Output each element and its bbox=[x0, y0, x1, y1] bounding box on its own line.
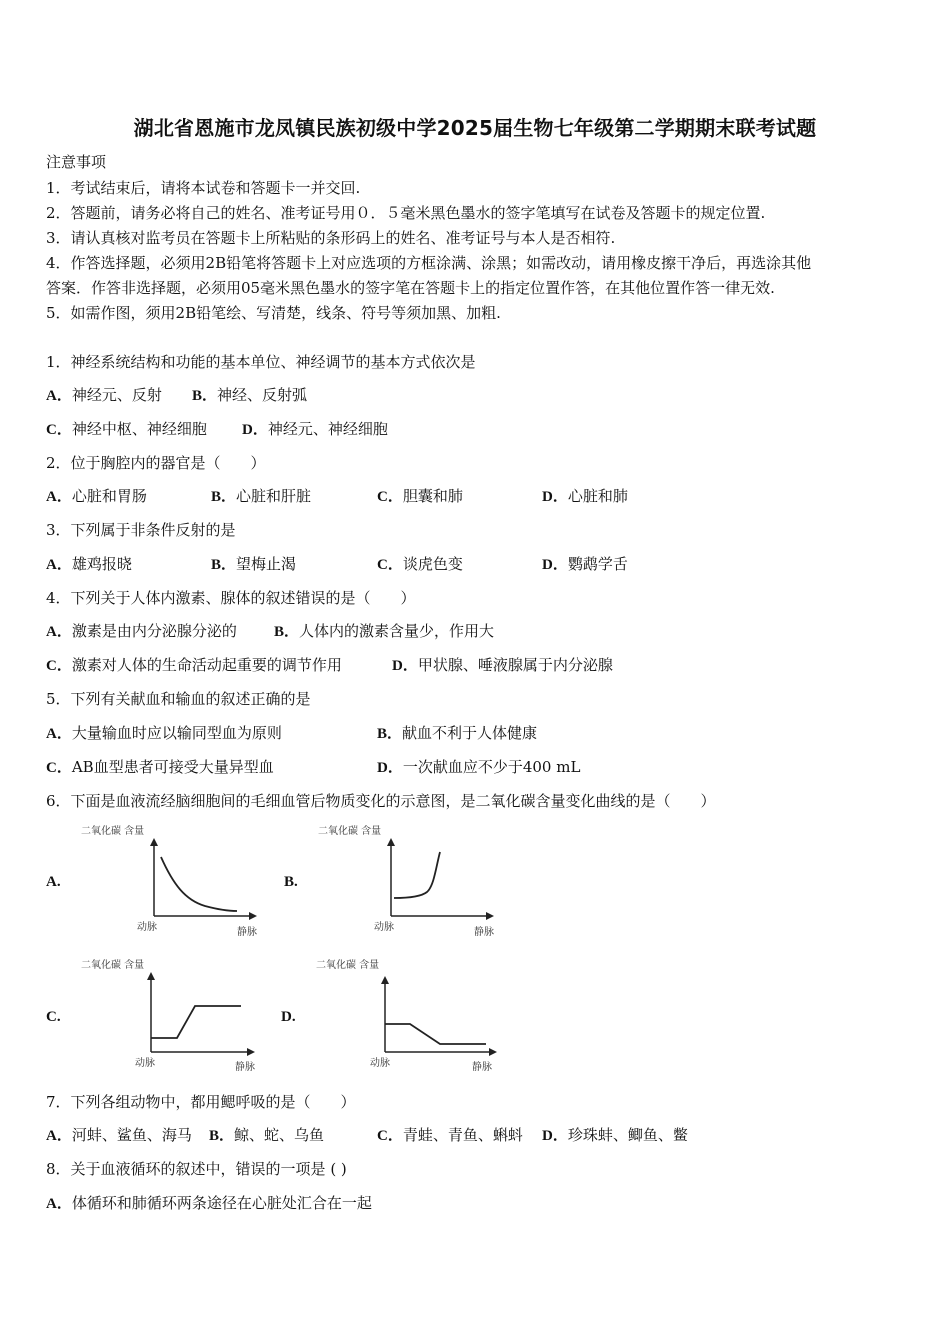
option-text: 甲状腺、唾液腺属于内分泌腺 bbox=[417, 656, 613, 674]
option-label: B． bbox=[192, 388, 218, 404]
option-text: 珍珠蚌、鲫鱼、鳖 bbox=[567, 1126, 688, 1144]
option-text: 心脏和胃肠 bbox=[71, 487, 147, 505]
question-2-stem: 2．位于胸腔内的器官是（ ） bbox=[46, 454, 266, 472]
graph-b-x-end: 静脉 bbox=[474, 927, 494, 938]
option-label: B． bbox=[377, 726, 403, 742]
graph-a-label: A. bbox=[46, 874, 61, 890]
graph-a-x-end: 静脉 bbox=[237, 927, 257, 938]
option-label: A． bbox=[46, 1128, 72, 1144]
option-label: C． bbox=[46, 658, 72, 674]
option-label: C． bbox=[46, 422, 72, 438]
graph-b-x-start: 动脉 bbox=[374, 922, 394, 933]
option-text: 心脏和肝脏 bbox=[236, 487, 312, 505]
notice-item-4-cont: 答案．作答非选择题，必须用05毫米黑色墨水的签字笔在答题卡上的指定位置作答，在其他位置作答一律无效. bbox=[46, 279, 775, 297]
graph-b bbox=[312, 822, 512, 942]
option-label: A． bbox=[46, 624, 72, 640]
option-text: 人体内的激素含量少，作用大 bbox=[299, 622, 495, 640]
q5-option-a bbox=[46, 723, 282, 744]
q1-option-b bbox=[192, 385, 307, 406]
notice-item-5: 5．如需作图，须用2B铅笔绘、写清楚，线条、符号等须加黑、加粗. bbox=[46, 304, 501, 322]
graph-a-x-start: 动脉 bbox=[137, 922, 157, 933]
option-label: B． bbox=[211, 489, 237, 505]
option-label: C． bbox=[46, 760, 72, 776]
q7-option-b bbox=[209, 1125, 324, 1146]
notice-item-4: 4．作答选择题，必须用2B铅笔将答题卡上对应选项的方框涂满、涂黑；如需改动，请用橡皮擦干净后，再选涂其他 bbox=[46, 254, 812, 272]
q3-option-a bbox=[46, 554, 132, 575]
option-text: 谈虎色变 bbox=[402, 555, 463, 573]
question-5-stem: 5．下列有关献血和输血的叙述正确的是 bbox=[46, 690, 311, 708]
q4-option-a bbox=[46, 621, 237, 642]
option-label: D． bbox=[392, 658, 418, 674]
q3-option-b bbox=[211, 554, 296, 575]
graph-a-curve bbox=[161, 857, 237, 911]
graph-d-ylabel: 二氧化碳 含量 bbox=[316, 960, 380, 971]
option-text: 体循环和肺循环两条途径在心脏处汇合在一起 bbox=[71, 1194, 372, 1212]
graph-a-x-arrow bbox=[249, 912, 257, 920]
graph-c-x-end: 静脉 bbox=[235, 1062, 255, 1073]
graph-a-y-arrow bbox=[150, 838, 158, 846]
q2-option-c bbox=[377, 486, 463, 507]
option-text: 神经中枢、神经细胞 bbox=[71, 420, 207, 438]
option-label: C． bbox=[377, 557, 403, 573]
option-label: B． bbox=[209, 1128, 235, 1144]
graph-c-x-start: 动脉 bbox=[135, 1058, 155, 1069]
option-text: 鹦鹉学舌 bbox=[567, 555, 628, 573]
q4-option-b bbox=[274, 621, 494, 642]
option-label: C． bbox=[377, 1128, 403, 1144]
option-label: A． bbox=[46, 489, 72, 505]
option-label: D． bbox=[542, 489, 568, 505]
option-text: 神经元、神经细胞 bbox=[267, 420, 388, 438]
option-text: 鲸、蛇、乌鱼 bbox=[234, 1126, 325, 1144]
question-4-stem: 4．下列关于人体内激素、腺体的叙述错误的是（ ） bbox=[46, 589, 416, 607]
graph-d bbox=[312, 956, 512, 1076]
option-text: 献血不利于人体健康 bbox=[402, 724, 538, 742]
graph-d-x-arrow bbox=[489, 1048, 497, 1056]
q2-option-b bbox=[211, 486, 311, 507]
option-label: A． bbox=[46, 388, 72, 404]
graph-d-x-end: 静脉 bbox=[472, 1062, 492, 1073]
graph-d-curve bbox=[385, 1024, 486, 1044]
q7-option-d bbox=[542, 1125, 688, 1146]
graph-c-y-arrow bbox=[147, 972, 155, 980]
question-6-stem: 6．下面是血液流经脑细胞间的毛细血管后物质变化的示意图，是二氧化碳含量变化曲线的是（ ） bbox=[46, 792, 716, 810]
q5-option-b bbox=[377, 723, 537, 744]
q7-option-a bbox=[46, 1125, 192, 1146]
option-label: B． bbox=[274, 624, 300, 640]
question-1-stem: 1．神经系统结构和功能的基本单位、神经调节的基本方式依次是 bbox=[46, 353, 476, 371]
option-text: 胆囊和肺 bbox=[402, 487, 463, 505]
graph-b-label: B. bbox=[284, 874, 298, 890]
graph-c-x-arrow bbox=[247, 1048, 255, 1056]
option-text: 激素是由内分泌腺分泌的 bbox=[71, 622, 237, 640]
q3-option-c bbox=[377, 554, 463, 575]
option-text: 雄鸡报晓 bbox=[71, 555, 132, 573]
graph-c-curve bbox=[151, 1006, 241, 1038]
option-label: A． bbox=[46, 1196, 72, 1212]
option-text: 一次献血应不少于400 mL bbox=[402, 758, 581, 776]
option-text: 心脏和肺 bbox=[567, 487, 628, 505]
graph-d-y-arrow bbox=[381, 976, 389, 984]
option-text: 激素对人体的生命活动起重要的调节作用 bbox=[71, 656, 342, 674]
option-label: D． bbox=[242, 422, 268, 438]
option-label: B． bbox=[211, 557, 237, 573]
page-title: 湖北省恩施市龙凤镇民族初级中学2025届生物七年级第二学期期末联考试题 bbox=[133, 116, 817, 140]
notice-item-1: 1．考试结束后，请将本试卷和答题卡一并交回. bbox=[46, 179, 361, 197]
option-text: 河蚌、鲨鱼、海马 bbox=[71, 1126, 192, 1144]
option-text: 望梅止渴 bbox=[236, 555, 297, 573]
graph-a bbox=[75, 822, 275, 942]
q1-option-a bbox=[46, 385, 162, 406]
question-7-stem: 7．下列各组动物中，都用鳃呼吸的是（ ） bbox=[46, 1093, 356, 1111]
notice-item-3: 3．请认真核对监考员在答题卡上所粘贴的条形码上的姓名、准考证号与本人是否相符. bbox=[46, 229, 616, 247]
option-text: 大量输血时应以输同型血为原则 bbox=[71, 724, 282, 742]
option-text: 青蛙、青鱼、蝌蚪 bbox=[402, 1126, 523, 1144]
q4-option-d bbox=[392, 655, 613, 676]
graph-c-ylabel: 二氧化碳 含量 bbox=[81, 960, 145, 971]
q4-option-c bbox=[46, 655, 342, 676]
graph-b-x-arrow bbox=[486, 912, 494, 920]
graph-a-ylabel: 二氧化碳 含量 bbox=[81, 826, 145, 837]
option-label: A． bbox=[46, 557, 72, 573]
question-3-stem: 3．下列属于非条件反射的是 bbox=[46, 521, 236, 539]
graph-c-label: C. bbox=[46, 1009, 61, 1025]
option-label: D． bbox=[542, 557, 568, 573]
option-text: 神经、反射弧 bbox=[217, 386, 308, 404]
question-8-stem: 8．关于血液循环的叙述中，错误的一项是 ( ) bbox=[46, 1160, 347, 1178]
q8-option-a bbox=[46, 1193, 372, 1214]
q5-option-c bbox=[46, 757, 274, 778]
q2-option-d bbox=[542, 486, 628, 507]
graph-b-ylabel: 二氧化碳 含量 bbox=[318, 826, 382, 837]
q7-option-c bbox=[377, 1125, 523, 1146]
option-text: 神经元、反射 bbox=[71, 386, 162, 404]
option-text: AB血型患者可接受大量异型血 bbox=[71, 758, 274, 776]
option-label: A． bbox=[46, 726, 72, 742]
notice-heading: 注意事项 bbox=[46, 153, 107, 171]
graph-d-label: D. bbox=[281, 1009, 296, 1025]
q5-option-d bbox=[377, 757, 580, 778]
graph-d-x-start: 动脉 bbox=[370, 1058, 390, 1069]
notice-item-2: 2．答题前，请务必将自己的姓名、准考证号用０．５毫米黑色墨水的签字笔填写在试卷及答题卡的规定位置. bbox=[46, 204, 766, 222]
option-label: D． bbox=[377, 760, 403, 776]
option-label: C． bbox=[377, 489, 403, 505]
q1-option-c bbox=[46, 419, 207, 440]
graph-b-y-arrow bbox=[387, 838, 395, 846]
q1-option-d bbox=[242, 419, 388, 440]
q2-option-a bbox=[46, 486, 147, 507]
option-label: D． bbox=[542, 1128, 568, 1144]
graph-b-curve bbox=[394, 852, 440, 898]
q3-option-d bbox=[542, 554, 628, 575]
graph-c bbox=[75, 956, 275, 1076]
